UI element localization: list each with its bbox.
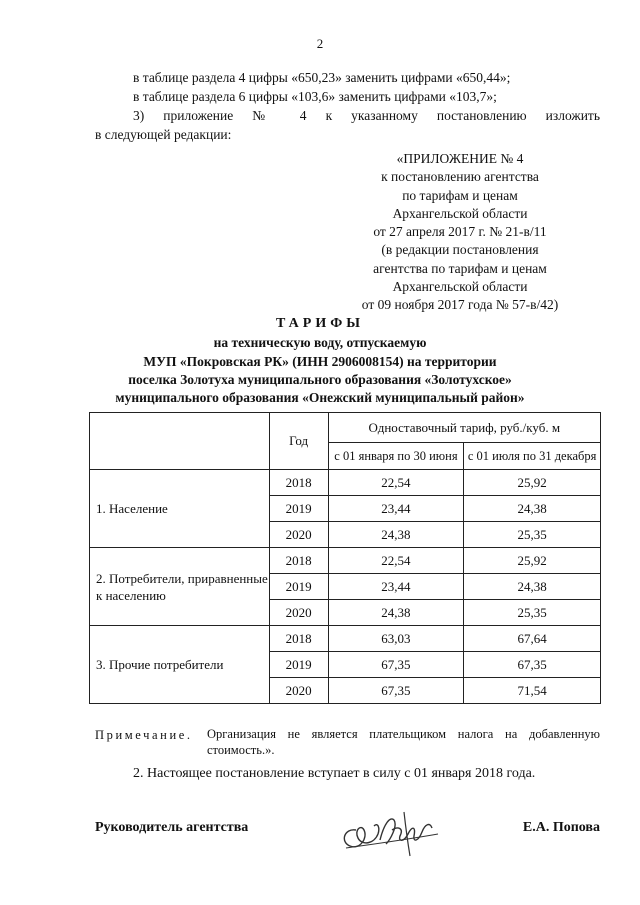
year-cell: 2018 <box>269 548 328 574</box>
tariff-h1-cell: 24,38 <box>328 522 464 548</box>
consumer-header-cell <box>90 413 270 470</box>
appendix-line: агентства по тарифам и ценам <box>373 260 547 276</box>
amendment-line-3: 3) приложение № 4 к указанному постановлению изложить <box>133 108 600 123</box>
appendix-line: от 27 апреля 2017 г. № 21-в/11 <box>373 224 547 240</box>
tariff-h1-cell: 23,44 <box>328 574 464 600</box>
handwritten-signature <box>334 800 444 860</box>
signatory-name: Е.А. Попова <box>522 820 600 835</box>
period-1-header: с 01 января по 30 июня <box>328 443 464 470</box>
tariff-header: Одноставочный тариф, руб./куб. м <box>328 413 600 443</box>
consumer-group-name: 3. Прочие потребители <box>90 626 270 704</box>
appendix-line: по тарифам и ценам <box>402 187 518 203</box>
document-subtitle-1: на техническую воду, отпускаемую <box>213 335 427 350</box>
note-label: Примечание. <box>95 728 193 742</box>
year-header: Год <box>269 413 328 470</box>
tariff-h2-cell: 25,35 <box>464 600 601 626</box>
appendix-line: (в редакции постановления <box>381 242 539 258</box>
tariff-h2-cell: 25,92 <box>464 548 601 574</box>
appendix-line: «ПРИЛОЖЕНИЕ № 4 <box>396 151 524 166</box>
appendix-line: от 09 ноября 2017 года № 57-в/42) <box>361 297 559 313</box>
tariff-h2-cell: 25,35 <box>464 522 601 548</box>
tariff-h2-cell: 67,64 <box>464 626 601 652</box>
tariff-h1-cell: 24,38 <box>328 600 464 626</box>
tariff-h1-cell: 22,54 <box>328 548 464 574</box>
tariff-table <box>89 412 601 704</box>
year-cell: 2019 <box>269 574 328 600</box>
consumer-group-name: 1. Население <box>90 470 270 548</box>
tariff-h2-cell: 71,54 <box>464 678 601 704</box>
note-text: Организация не является плательщиком налога на добавленную стоимость.». <box>207 727 600 757</box>
tariff-h1-cell: 67,35 <box>328 652 464 678</box>
year-cell: 2020 <box>269 600 328 626</box>
page-number: 2 <box>316 36 324 51</box>
tariff-h2-cell: 67,35 <box>464 652 601 678</box>
amendment-line-1: в таблице раздела 4 цифры «650,23» заменить цифрами «650,44»; <box>133 70 511 85</box>
tariff-h2-cell: 24,38 <box>464 574 601 600</box>
amendment-line-4: в следующей редакции: <box>95 127 232 142</box>
year-cell: 2020 <box>269 678 328 704</box>
appendix-line: Архангельской области <box>392 205 528 221</box>
signatory-position: Руководитель агентства <box>95 820 249 835</box>
tariff-h1-cell: 63,03 <box>328 626 464 652</box>
period-2-header: с 01 июля по 31 декабря <box>464 443 601 470</box>
tariff-h1-cell: 67,35 <box>328 678 464 704</box>
year-cell: 2019 <box>269 652 328 678</box>
enactment-clause: 2. Настоящее постановление вступает в силу с 01 января 2018 года. <box>133 766 536 781</box>
document-subtitle-3: поселка Золотуха муниципального образования «Золотухское» <box>128 372 512 387</box>
document-subtitle-2: МУП «Покровская РК» (ИНН 2906008154) на территории <box>143 354 497 369</box>
tariff-h2-cell: 25,92 <box>464 470 601 496</box>
document-title: ТАРИФЫ <box>276 316 364 331</box>
consumer-group-name: 2. Потребители, приравненные к населению <box>90 548 270 626</box>
amendment-line-2: в таблице раздела 6 цифры «103,6» заменить цифрами «103,7»; <box>133 89 497 104</box>
tariff-h2-cell: 24,38 <box>464 496 601 522</box>
year-cell: 2019 <box>269 496 328 522</box>
table-row <box>90 548 601 574</box>
appendix-line: к постановлению агентства <box>381 169 539 185</box>
tariff-h1-cell: 22,54 <box>328 470 464 496</box>
year-cell: 2020 <box>269 522 328 548</box>
year-cell: 2018 <box>269 470 328 496</box>
appendix-line: Архангельской области <box>392 279 528 295</box>
year-cell: 2018 <box>269 626 328 652</box>
tariff-h1-cell: 23,44 <box>328 496 464 522</box>
table-row <box>90 626 601 652</box>
appendix-block <box>330 150 590 315</box>
document-subtitle-4: муниципального образования «Онежский муниципальный район» <box>115 390 525 405</box>
table-row <box>90 470 601 496</box>
